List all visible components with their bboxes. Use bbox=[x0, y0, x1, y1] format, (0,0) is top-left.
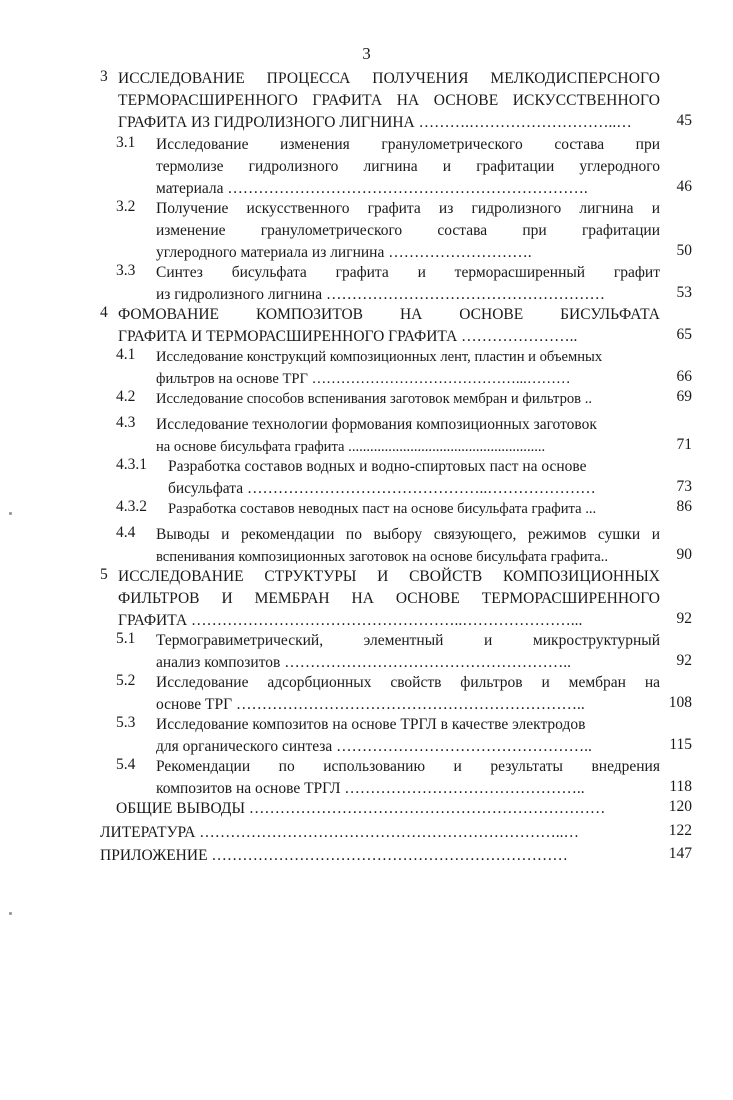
toc-entry-section-5-3 bbox=[116, 714, 692, 758]
toc-entry-text: ГРАФИТА ИЗ ГИДРОЛИЗНОГО ЛИГНИНА ……….………………………..… bbox=[118, 114, 632, 131]
toc-entry-page: 92 bbox=[676, 652, 692, 669]
toc-entry-number: 4.3 bbox=[116, 414, 136, 431]
toc-entry-page: 46 bbox=[676, 178, 692, 195]
toc-entry-text: Исследование изменения гранулометрического состава при bbox=[156, 136, 660, 153]
toc-entry-text: Исследование конструкций композиционных лент, пластин и объемных bbox=[156, 349, 603, 365]
toc-entry-text: материала ……………………………………………………………. bbox=[156, 180, 588, 197]
toc-entry-text: ПРИЛОЖЕНИЕ …………………………………………………………… bbox=[100, 847, 568, 864]
toc-entry-text: Выводы и рекомендации по выбору связующего, режимов сушки и bbox=[156, 526, 660, 543]
toc-entry-text: Исследование композитов на основе ТРГЛ в качестве электродов bbox=[156, 716, 586, 733]
toc-entry-text: ГРАФИТА И ТЕРМОРАСШИРЕННОГО ГРАФИТА ………………….. bbox=[118, 328, 578, 345]
toc-entry-number: 5.1 bbox=[116, 630, 136, 647]
toc-entry-page: 108 bbox=[668, 694, 692, 711]
toc-entry-page: 147 bbox=[668, 845, 692, 862]
toc-entry-general-conclusions bbox=[116, 798, 692, 820]
toc-entry-text: композитов на основе ТРГЛ ……………………………………….. bbox=[156, 780, 585, 797]
toc-entry-text: Разработка составов водных и водно-спиртовых паст на основе bbox=[168, 458, 587, 475]
toc-entry-text: Исследование адсорбционных свойств фильтров и мембран на bbox=[156, 674, 660, 691]
scan-speck bbox=[9, 912, 12, 915]
toc-entry-text: изменение гранулометрического состава при графитации bbox=[156, 222, 660, 239]
toc-entry-text: Рекомендации по использованию и результаты внедрения bbox=[156, 758, 660, 775]
toc-entry-text: бисульфата ………………………………………..………………… bbox=[168, 480, 596, 497]
toc-entry-page: 118 bbox=[669, 778, 692, 795]
toc-entry-text: основе ТРГ ………………………………………………………….. bbox=[156, 696, 585, 713]
toc-entry-chapter-3 bbox=[100, 68, 692, 134]
scan-speck bbox=[9, 512, 12, 515]
toc-entry-number: 4.3.2 bbox=[116, 498, 147, 515]
toc-entry-section-3-2 bbox=[116, 198, 692, 264]
toc-entry-section-5-1 bbox=[116, 630, 692, 674]
toc-entry-text: ТЕРМОРАСШИРЕННОГО ГРАФИТА НА ОСНОВЕ ИСКУССТВЕННОГО bbox=[118, 92, 660, 109]
toc-entry-page: 90 bbox=[676, 546, 692, 563]
toc-entry-chapter-4 bbox=[100, 304, 692, 348]
toc-entry-number: 4.2 bbox=[116, 388, 136, 405]
toc-entry-page: 73 bbox=[676, 478, 692, 495]
toc-entry-page: 120 bbox=[668, 798, 692, 815]
toc-entry-page: 115 bbox=[669, 736, 692, 753]
toc-entry-number: 5.2 bbox=[116, 672, 136, 689]
toc-entry-number: 5.4 bbox=[116, 756, 136, 773]
toc-entry-section-5-4 bbox=[116, 756, 692, 800]
toc-entry-appendix bbox=[100, 845, 692, 867]
toc-entry-section-3-3 bbox=[116, 262, 692, 306]
toc-entry-text: ОБЩИЕ ВЫВОДЫ …………………………………………………………… bbox=[116, 800, 606, 817]
toc-entry-text: термолизе гидролизного лигнина и графитации углеродного bbox=[156, 158, 660, 175]
toc-entry-section-4-2 bbox=[116, 388, 692, 410]
toc-entry-number: 3.2 bbox=[116, 198, 136, 215]
toc-entry-page: 45 bbox=[676, 112, 692, 129]
toc-entry-page: 53 bbox=[676, 284, 692, 301]
toc-entry-text: фильтров на основе ТРГ ……………………………………...……… bbox=[156, 371, 571, 387]
toc-entry-section-4-4 bbox=[116, 524, 692, 568]
toc-entry-section-4-1 bbox=[116, 346, 692, 390]
toc-entry-text: Исследование технологии формования композиционных заготовок bbox=[156, 416, 597, 433]
toc-entry-text: ФОМОВАНИЕ КОМПОЗИТОВ НА ОСНОВЕ БИСУЛЬФАТА bbox=[118, 306, 660, 323]
toc-entry-text: ЛИТЕРАТУРА ……………………………………………………………..… bbox=[100, 824, 580, 841]
toc-entry-number: 3.3 bbox=[116, 262, 136, 279]
toc-entry-text: вспенивания композиционных заготовок на основе бисульфата графита.. bbox=[156, 549, 609, 565]
toc-entry-number: 3.1 bbox=[116, 134, 136, 151]
toc-entry-number: 5.3 bbox=[116, 714, 136, 731]
toc-entry-section-4-3-2 bbox=[116, 498, 692, 520]
toc-entry-number: 5 bbox=[100, 566, 108, 583]
toc-entry-text: Термогравиметрический, элементный и микроструктурный bbox=[156, 632, 660, 649]
toc-entry-page: 92 bbox=[676, 610, 692, 627]
toc-entry-page: 86 bbox=[676, 498, 692, 515]
toc-entry-text: Разработка составов неводных паст на основе бисульфата графита ... bbox=[168, 501, 597, 517]
toc-entry-text: ФИЛЬТРОВ И МЕМБРАН НА ОСНОВЕ ТЕРМОРАСШИРЕННОГО bbox=[118, 590, 660, 607]
toc-entry-text: Получение искусственного графита из гидролизного лигнина и bbox=[156, 200, 660, 217]
toc-entry-number: 4 bbox=[100, 304, 108, 321]
toc-entry-page: 71 bbox=[676, 436, 692, 453]
toc-entry-chapter-5 bbox=[100, 566, 692, 632]
toc-entry-section-4-3 bbox=[116, 414, 692, 458]
toc-entry-text: Исследование способов вспенивания заготовок мембран и фильтров .. bbox=[156, 391, 593, 407]
toc-entry-text: ИССЛЕДОВАНИЕ ПРОЦЕССА ПОЛУЧЕНИЯ МЕЛКОДИСПЕРСНОГО bbox=[118, 70, 660, 87]
toc-entry-text: для органического синтеза ………………………………………….. bbox=[156, 738, 592, 755]
toc-entry-references bbox=[100, 822, 692, 844]
toc-entry-number: 4.4 bbox=[116, 524, 136, 541]
toc-entry-text: анализ композитов ……………………………………………….. bbox=[156, 654, 571, 671]
toc-entry-text: Синтез бисульфата графита и терморасширенный графит bbox=[156, 264, 660, 281]
toc-entry-page: 65 bbox=[676, 326, 692, 343]
toc-entry-page: 66 bbox=[676, 368, 692, 385]
toc-entry-page: 69 bbox=[676, 388, 692, 405]
toc-entry-number: 4.3.1 bbox=[116, 456, 147, 473]
toc-entry-text: ИССЛЕДОВАНИЕ СТРУКТУРЫ И СВОЙСТВ КОМПОЗИЦИОННЫХ bbox=[118, 568, 660, 585]
toc-entry-section-3-1 bbox=[116, 134, 692, 200]
toc-entry-section-5-2 bbox=[116, 672, 692, 716]
toc-entry-text: на основе бисульфата графита ...................................................... bbox=[156, 439, 546, 455]
toc-entry-section-4-3-1 bbox=[116, 456, 692, 500]
toc-entry-number: 3 bbox=[100, 68, 108, 85]
page-number: 3 bbox=[362, 44, 371, 63]
toc-entry-text: из гидролизного лигнина ……………………………………………… bbox=[156, 286, 605, 303]
toc-entry-text: углеродного материала из лигнина ………………………. bbox=[156, 244, 532, 261]
toc-entry-page: 122 bbox=[668, 822, 692, 839]
toc-entry-page: 50 bbox=[676, 242, 692, 259]
toc-entry-text: ГРАФИТА ……………………………………………..…………………... bbox=[118, 612, 583, 629]
toc-entry-number: 4.1 bbox=[116, 346, 136, 363]
